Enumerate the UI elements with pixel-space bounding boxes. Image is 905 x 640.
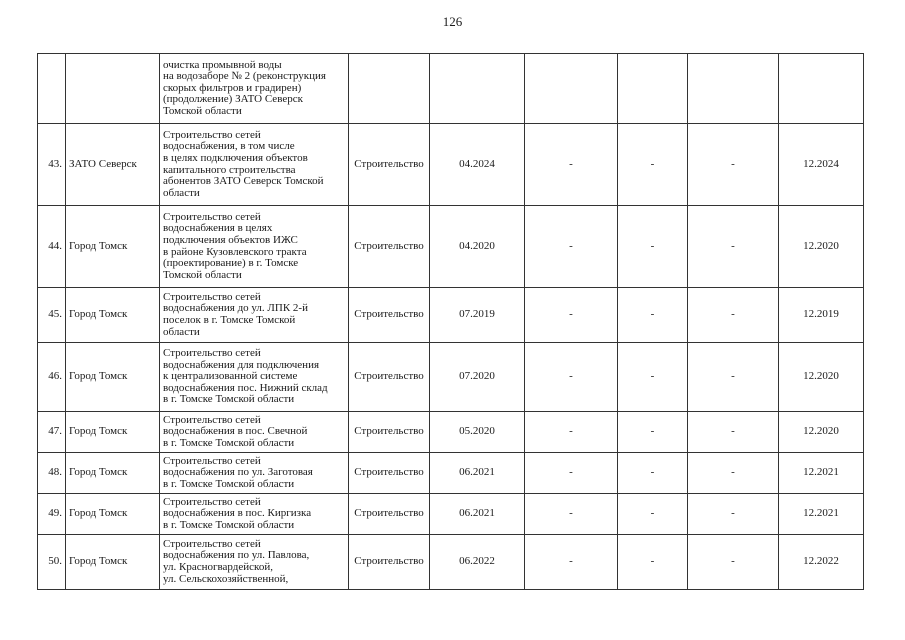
cell-end: 12.2021	[779, 453, 864, 494]
cell-col2: -	[618, 206, 688, 288]
cell-start: 07.2020	[430, 343, 525, 412]
cell-type: Строительство	[349, 124, 430, 206]
cell-type: Строительство	[349, 412, 430, 453]
cell-start: 06.2022	[430, 535, 525, 590]
cell-start: 04.2020	[430, 206, 525, 288]
investment-program-table	[37, 53, 864, 590]
cell-description: Строительство сетей водоснабжения до ул. ЛПК 2-й поселок в г. Томске Томской области	[160, 288, 349, 343]
table-row	[38, 412, 864, 453]
cell-description: Строительство сетей водоснабжения в пос. Киргизка в г. Томске Томской области	[160, 494, 349, 535]
cell-start: 06.2021	[430, 494, 525, 535]
cell-end: 12.2020	[779, 206, 864, 288]
cell-col3: -	[688, 453, 779, 494]
cell-number: 47.	[38, 412, 66, 453]
cell-col1: -	[525, 412, 618, 453]
cell-col1: -	[525, 453, 618, 494]
cell-municipality: ЗАТО Северск	[66, 124, 160, 206]
cell-municipality: Город Томск	[66, 288, 160, 343]
cell-col2: -	[618, 494, 688, 535]
cell-col3: -	[688, 494, 779, 535]
cell-col1: -	[525, 288, 618, 343]
cell-number: 43.	[38, 124, 66, 206]
cell-col1: -	[525, 124, 618, 206]
cell-number: 48.	[38, 453, 66, 494]
cell-description: очистка промывной воды на водозаборе № 2 (реконструкция скорых фильтров и градирен) (продолжение) ЗАТО Северск Томской области	[160, 54, 349, 124]
cell-type: Строительство	[349, 288, 430, 343]
cell-number: 49.	[38, 494, 66, 535]
cell-municipality: Город Томск	[66, 206, 160, 288]
cell-municipality: Город Томск	[66, 412, 160, 453]
cell-municipality: Город Томск	[66, 535, 160, 590]
cell-start	[430, 54, 525, 124]
cell-col2: -	[618, 535, 688, 590]
cell-municipality	[66, 54, 160, 124]
cell-col3: -	[688, 343, 779, 412]
cell-col3: -	[688, 412, 779, 453]
cell-end: 12.2022	[779, 535, 864, 590]
cell-description: Строительство сетей водоснабжения по ул. Павлова, ул. Красногвардейской, ул. Сельскохозяйственной,	[160, 535, 349, 590]
cell-col2: -	[618, 124, 688, 206]
cell-type: Строительство	[349, 535, 430, 590]
cell-municipality: Город Томск	[66, 453, 160, 494]
cell-type: Строительство	[349, 343, 430, 412]
cell-number: 45.	[38, 288, 66, 343]
table-row	[38, 535, 864, 590]
cell-col2: -	[618, 412, 688, 453]
cell-col3: -	[688, 288, 779, 343]
cell-col1: -	[525, 535, 618, 590]
cell-type: Строительство	[349, 494, 430, 535]
cell-description: Строительство сетей водоснабжения по ул. Заготовая в г. Томске Томской области	[160, 453, 349, 494]
table-row	[38, 206, 864, 288]
cell-col3: -	[688, 124, 779, 206]
cell-col1: -	[525, 206, 618, 288]
cell-description: Строительство сетей водоснабжения для подключения к централизованной системе водоснабжения пос. Нижний склад в г. Томске Томской области	[160, 343, 349, 412]
cell-number: 46.	[38, 343, 66, 412]
cell-number: 44.	[38, 206, 66, 288]
cell-end: 12.2024	[779, 124, 864, 206]
cell-municipality: Город Томск	[66, 494, 160, 535]
cell-start: 06.2021	[430, 453, 525, 494]
cell-start: 07.2019	[430, 288, 525, 343]
cell-col2: -	[618, 453, 688, 494]
cell-type: Строительство	[349, 206, 430, 288]
table-row	[38, 453, 864, 494]
cell-end: 12.2019	[779, 288, 864, 343]
cell-col3: -	[688, 535, 779, 590]
table-row	[38, 124, 864, 206]
cell-type: Строительство	[349, 453, 430, 494]
cell-end: 12.2020	[779, 343, 864, 412]
cell-col1: -	[525, 494, 618, 535]
table-row	[38, 288, 864, 343]
cell-col1	[525, 54, 618, 124]
table-row-continuation	[38, 54, 864, 124]
cell-start: 04.2024	[430, 124, 525, 206]
cell-end: 12.2020	[779, 412, 864, 453]
cell-number: 50.	[38, 535, 66, 590]
cell-end	[779, 54, 864, 124]
cell-col3: -	[688, 206, 779, 288]
cell-end: 12.2021	[779, 494, 864, 535]
table-row	[38, 343, 864, 412]
cell-col2	[618, 54, 688, 124]
cell-col2: -	[618, 343, 688, 412]
cell-description: Строительство сетей водоснабжения, в том числе в целях подключения объектов капитального строительства абонентов ЗАТО Северск Томской области	[160, 124, 349, 206]
cell-description: Строительство сетей водоснабжения в пос. Свечной в г. Томске Томской области	[160, 412, 349, 453]
cell-col1: -	[525, 343, 618, 412]
table-row	[38, 494, 864, 535]
cell-description: Строительство сетей водоснабжения в целях подключения объектов ИЖС в районе Кузовлевского тракта (проектирование) в г. Томске Томской области	[160, 206, 349, 288]
page-number: 126	[442, 14, 463, 29]
cell-col3	[688, 54, 779, 124]
cell-number	[38, 54, 66, 124]
cell-col2: -	[618, 288, 688, 343]
cell-type	[349, 54, 430, 124]
cell-start: 05.2020	[430, 412, 525, 453]
cell-municipality: Город Томск	[66, 343, 160, 412]
